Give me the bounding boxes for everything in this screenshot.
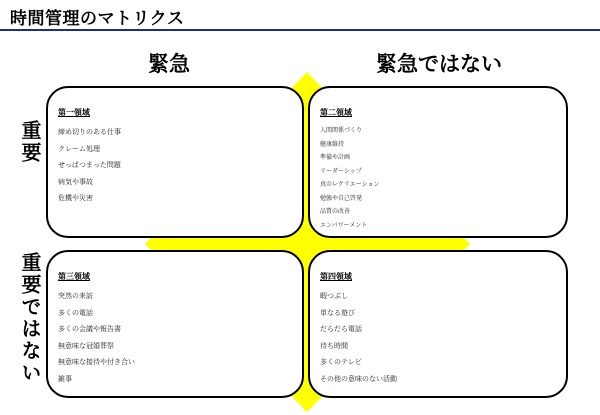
page-title: 時間管理のマトリクス [10, 9, 185, 29]
row-header-important: 重要 [18, 120, 42, 164]
list-item: 暇つぶし [320, 292, 348, 300]
quadrant-label: 第三領域 [58, 272, 90, 281]
list-item: 多くのテレビ [320, 358, 362, 366]
list-item: 品質の改善 [320, 208, 351, 215]
quadrant-items [320, 288, 556, 387]
list-item: 多くの電話 [58, 308, 93, 317]
list-item: エンパワーメント [320, 221, 368, 229]
list-item: 多くの会議や報告書 [58, 325, 121, 333]
quadrant-3 [46, 250, 304, 398]
list-item: 病気や事故 [58, 177, 93, 186]
quadrant-label: 第一領域 [58, 108, 90, 117]
list-item: 待ち時間 [320, 341, 348, 350]
list-item: 準備や計画 [320, 154, 351, 161]
list-item: リーダーシップ [320, 167, 362, 175]
list-item: だらだら電話 [320, 325, 362, 333]
column-header-not-urgent: 緊急ではない [376, 52, 502, 76]
list-item: 勉強や自己啓発 [320, 194, 363, 202]
list-item: その他の意味のない活動 [320, 374, 397, 383]
column-header-urgent: 緊急 [148, 52, 190, 76]
quadrant-1 [46, 86, 304, 238]
list-item: 危機や災害 [58, 194, 93, 202]
quadrant-2 [308, 86, 568, 238]
list-item: 雑事 [58, 374, 72, 383]
list-item: 人間関係づくり [320, 127, 363, 134]
quadrant-items [320, 124, 556, 232]
list-item: 無意味な冠婚葬祭 [58, 341, 114, 350]
list-item: 無意味な接待や付き合い [58, 358, 135, 366]
quadrant-label: 第二領域 [320, 108, 352, 117]
list-item: せっぱつまった問題 [58, 161, 121, 169]
quadrant-items [58, 124, 292, 207]
quadrant-items [58, 288, 292, 387]
list-item: 突然の来訪 [58, 292, 93, 300]
list-item: 単なる遊び [320, 308, 355, 317]
list-item: 真のレクリエーション [320, 181, 380, 188]
list-item: クレーム処理 [58, 144, 100, 153]
list-item: 締め切りのある仕事 [58, 128, 121, 136]
quadrant-4 [308, 250, 568, 398]
quadrant-label: 第四領域 [320, 272, 352, 281]
row-header-not-important: 重要ではない [18, 252, 42, 384]
list-item: 健康維持 [320, 140, 345, 148]
